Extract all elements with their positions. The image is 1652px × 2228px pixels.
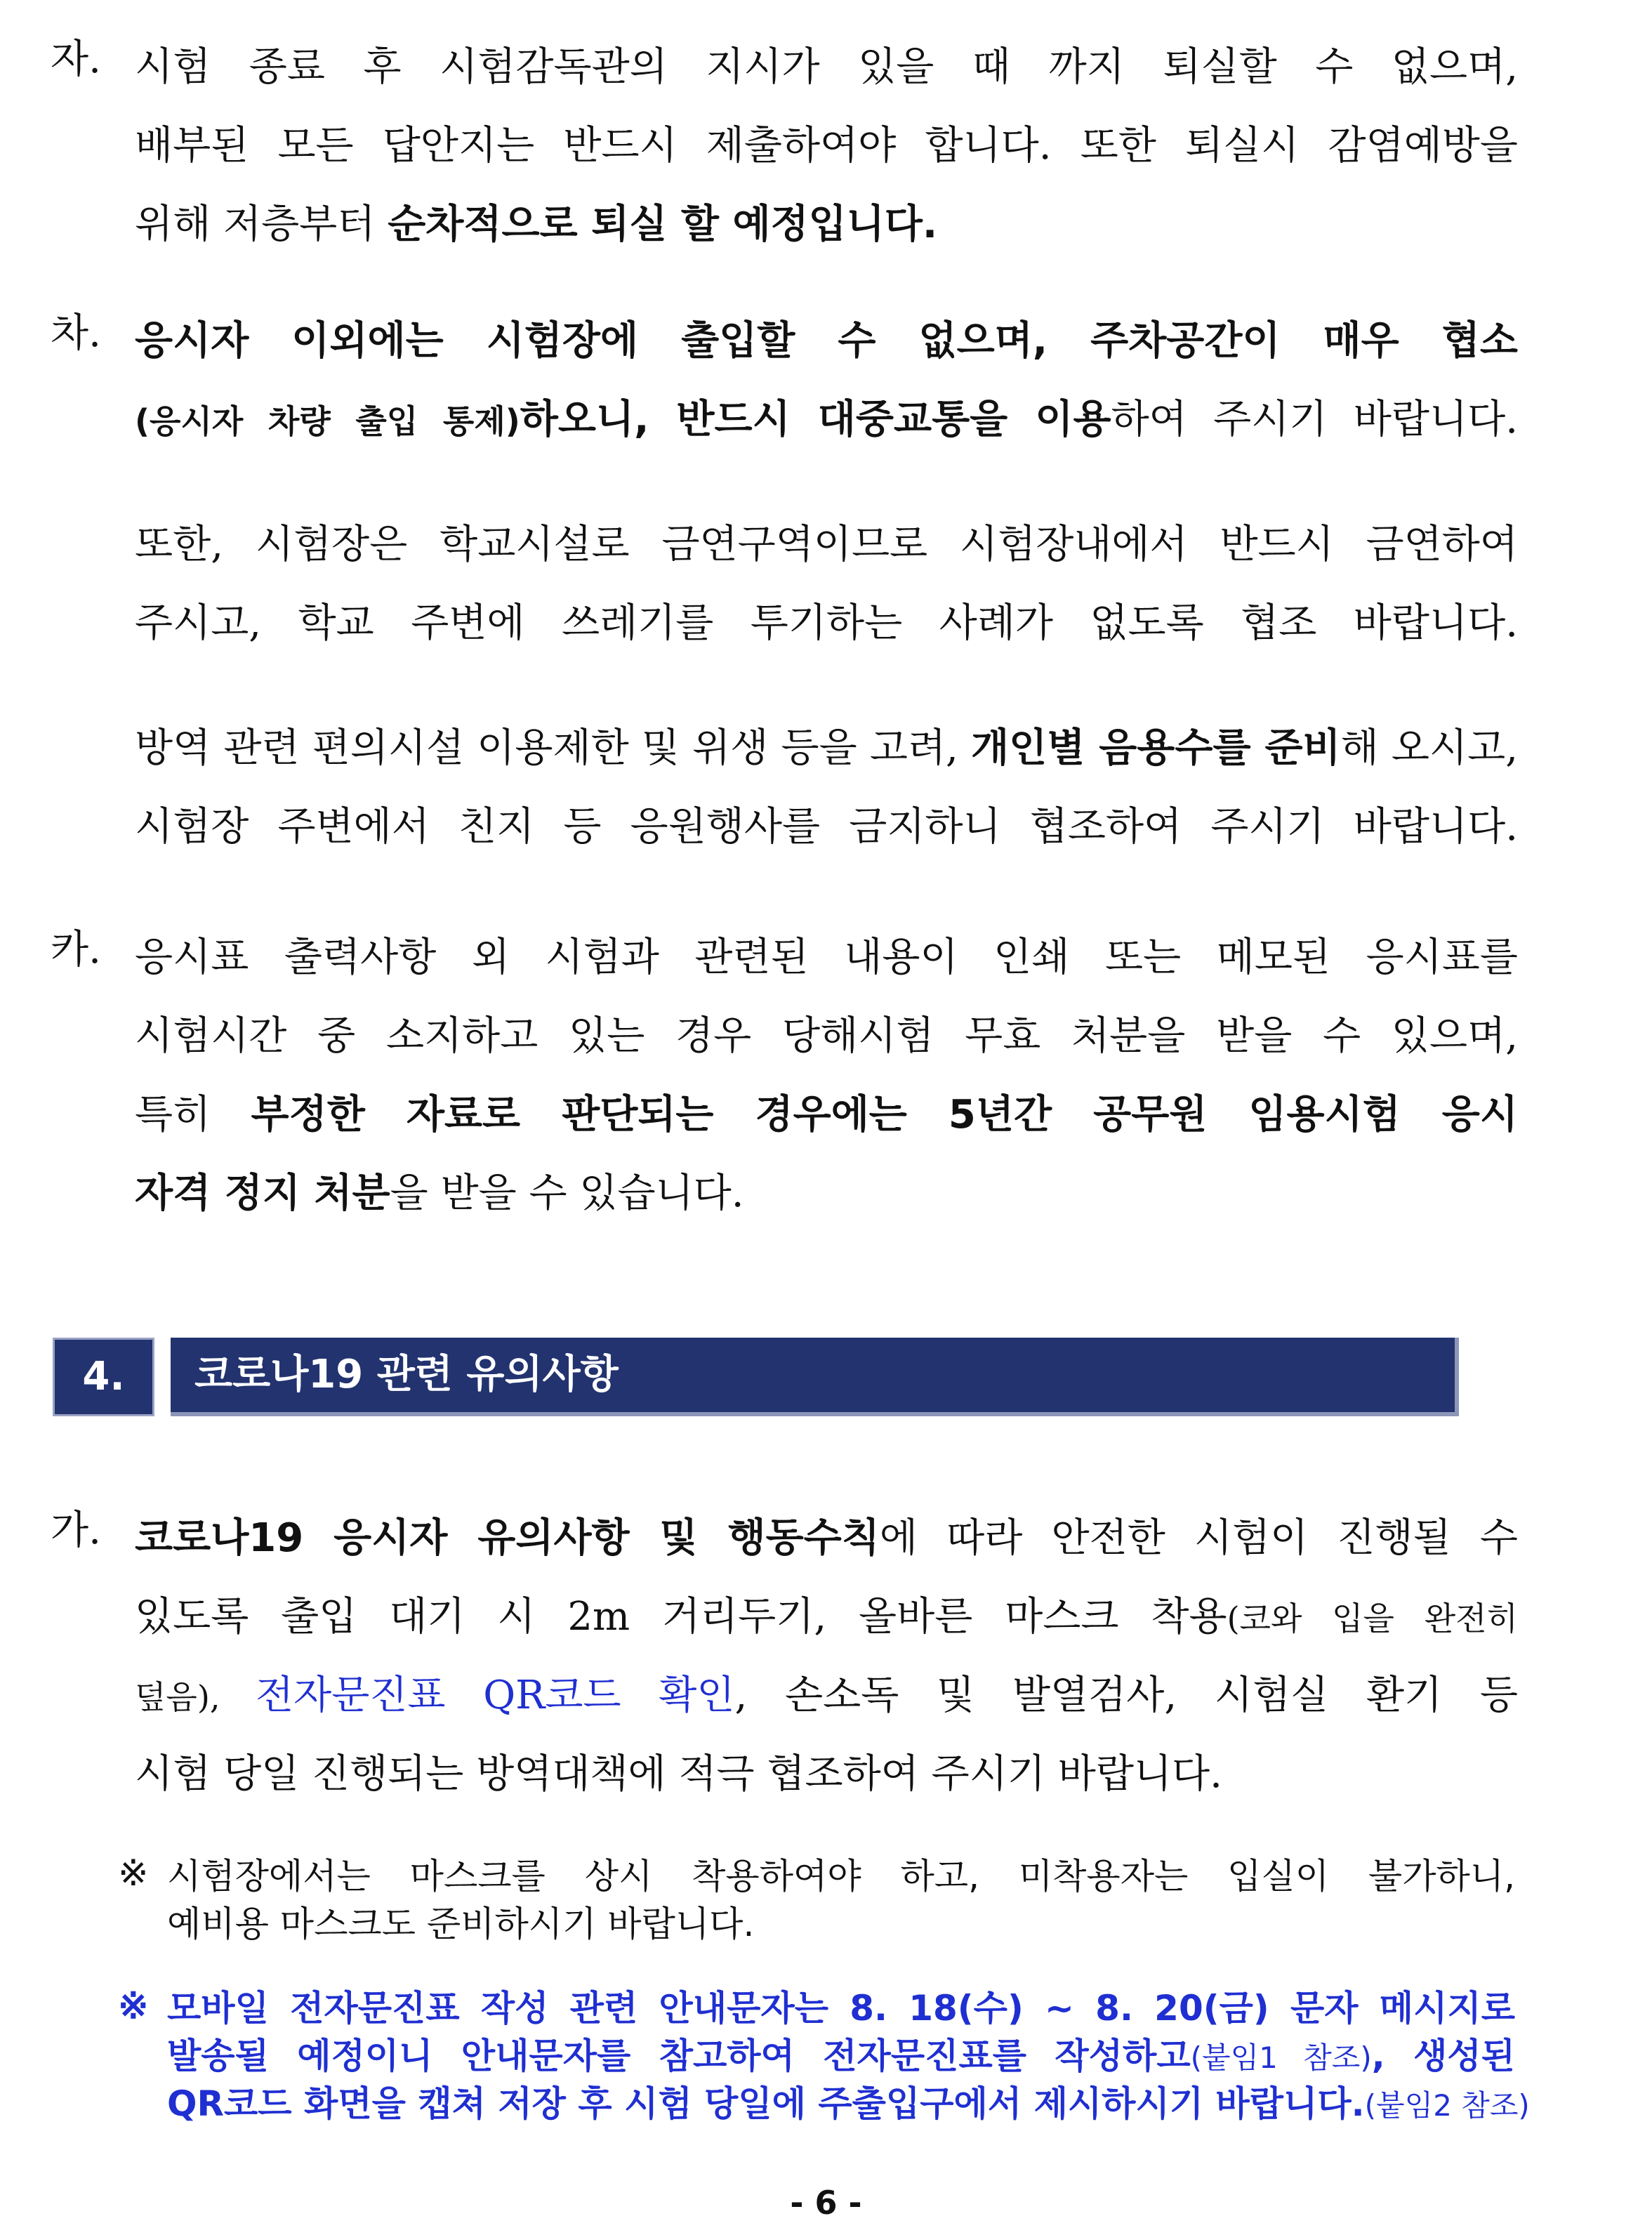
bold-text: 부정한 자료로 판단되는 경우에는 5년간 공무원 임용시험 응시 — [251, 1092, 1518, 1138]
bold-text: 코로나19 응시자 유의사항 및 행동수칙 — [135, 1515, 880, 1561]
section-number: 4. — [53, 1338, 154, 1416]
item-marker: 자. — [51, 37, 101, 82]
reference-mark: ※ — [118, 1852, 149, 1894]
text-segment: 발송될 예정이니 안내문자를 참고하여 전자문진표를 작성하고 — [167, 2036, 1191, 2076]
text-line — [135, 185, 1518, 264]
section-title: 코로나19 관련 유의사항 — [171, 1338, 1459, 1416]
text-segment: 방역 관련 편의시설 이용제한 및 위생 등을 고려, — [135, 725, 972, 771]
text-segment: 특히 — [135, 1092, 251, 1138]
text-line: 주시고, 학교 주변에 쓰레기를 투기하는 사례가 없도록 협조 바랍니다. — [135, 600, 1518, 646]
note-line — [167, 2080, 1530, 2128]
text-segment: 에 따라 안전한 시험이 진행될 수 — [879, 1515, 1518, 1561]
bold-text: 자격 정지 처분 — [135, 1171, 390, 1216]
note-line: 모바일 전자문진표 작성 관련 안내문자는 8. 18(수) ~ 8. 20(금) 문자 메시지로 — [167, 1988, 1515, 2029]
text-line — [135, 709, 1518, 788]
highlight-text: 전자문진표 QR코드 확인 — [256, 1673, 735, 1718]
text-segment: 하여 주시기 바랍니다. — [1111, 397, 1519, 442]
text-line — [135, 1499, 1518, 1578]
text-line — [135, 1656, 1518, 1735]
text-line — [135, 1154, 1518, 1233]
text-segment: QR코드 화면을 캡쳐 저장 후 시험 당일에 주출입구에서 제시하시기 바랍니다. — [167, 2083, 1365, 2124]
bold-text: 순차적으로 퇴실 할 예정입니다. — [388, 202, 938, 247]
attachment-reference: (붙임1 참조) — [1190, 2041, 1372, 2075]
attachment-reference: (붙임2 참조) — [1364, 2088, 1530, 2123]
item-marker: 차. — [51, 310, 101, 356]
text-segment: 있도록 출입 대기 시 2m 거리두기, 올바른 마스크 착용 — [135, 1594, 1227, 1640]
text-line — [135, 1076, 1518, 1154]
text-line — [135, 1578, 1518, 1656]
item-marker: 가. — [51, 1508, 101, 1553]
text-line: 시험 종료 후 시험감독관의 지시가 있을 때 까지 퇴실할 수 없으며, — [135, 44, 1518, 90]
text-segment: 덮음), — [135, 1678, 256, 1716]
note-line — [167, 2032, 1515, 2080]
text-line: 시험 당일 진행되는 방역대책에 적극 협조하여 주시기 바랍니다. — [135, 1751, 1222, 1797]
text-line: 배부된 모든 답안지는 반드시 제출하여야 합니다. 또한 퇴실시 감염예방을 — [135, 123, 1518, 169]
page-number: - 6 - — [790, 2184, 862, 2222]
item-cha-text — [135, 302, 1518, 459]
text-line — [135, 381, 1518, 459]
reference-mark: ※ — [118, 1984, 149, 2027]
bold-text: 개인별 음용수를 준비 — [971, 725, 1341, 771]
bold-text: (응시자 차량 출입 통제) — [135, 402, 520, 440]
item-ga-text — [135, 1499, 1518, 1814]
bold-text: 하오니, 반드시 대중교통을 이용 — [520, 397, 1111, 442]
note-line: 시험장에서는 마스크를 상시 착용하여야 하고, 미착용자는 입실이 불가하니, — [167, 1856, 1515, 1897]
text-line: 응시표 출력사항 외 시험과 관련된 내용이 인쇄 또는 메모된 응시표를 — [135, 935, 1518, 980]
text-segment: , 생성된 — [1371, 2036, 1515, 2076]
text-line: 시험시간 중 소지하고 있는 경우 당해시험 무효 처분을 받을 수 있으며, — [135, 1013, 1518, 1059]
item-ja-text — [135, 28, 1518, 264]
item-ka-text — [135, 918, 1518, 1233]
bold-text-line: 응시자 이외에는 시험장에 출입할 수 없으며, 주차공간이 매우 협소 — [135, 318, 1518, 364]
text-segment: 위해 저층부터 — [135, 202, 388, 247]
item-marker: 카. — [51, 927, 101, 973]
text-segment: , 손소독 및 발열검사, 시험실 환기 등 — [734, 1673, 1519, 1718]
text-segment: 해 오시고, — [1340, 725, 1518, 771]
text-line: 시험장 주변에서 친지 등 응원행사를 금지하니 협조하여 주시기 바랍니다. — [135, 804, 1518, 850]
text-segment: 을 받을 수 있습니다. — [390, 1171, 744, 1216]
note-line: 예비용 마스크도 준비하시기 바랍니다. — [167, 1904, 755, 1944]
text-line: 또한, 시험장은 학교시설로 금연구역이므로 시험장내에서 반드시 금연하여 — [135, 522, 1518, 567]
text-segment: (코와 입을 완전히 — [1227, 1600, 1518, 1637]
